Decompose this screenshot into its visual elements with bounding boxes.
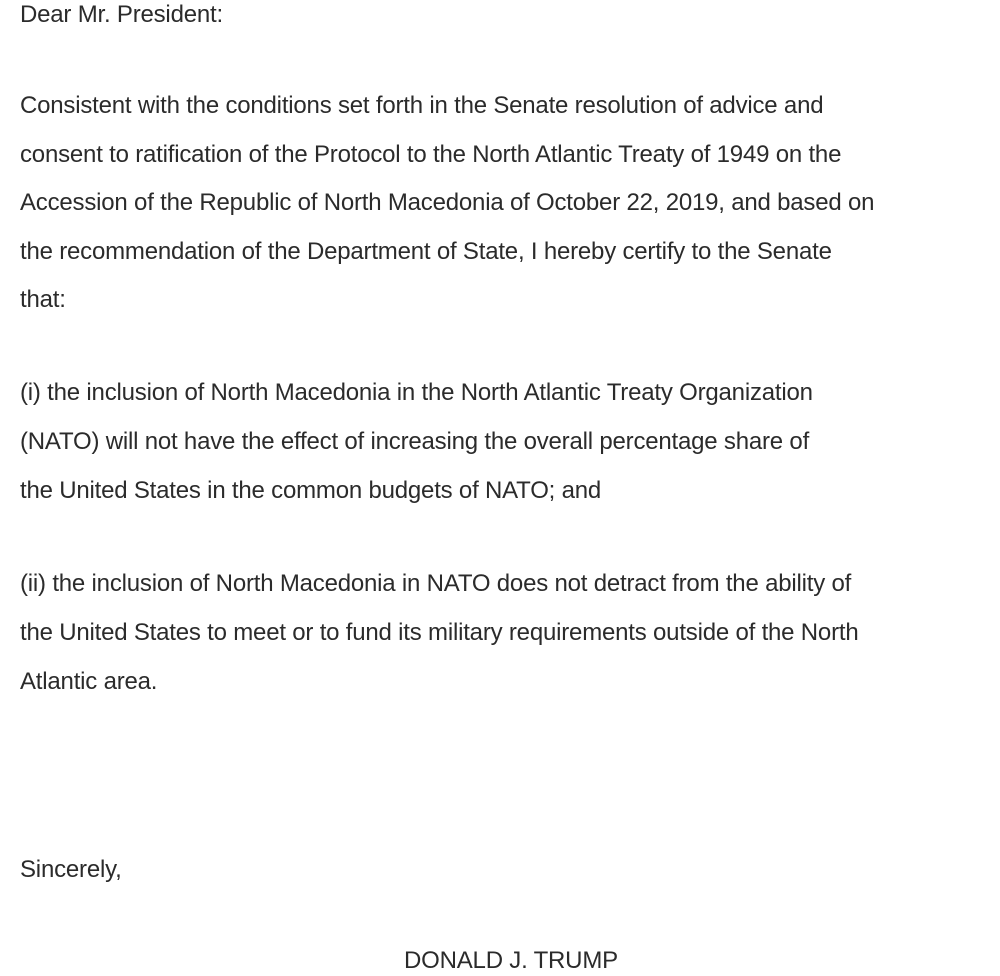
condition-line: (NATO) will not have the effect of increasing the overall percentage share of xyxy=(20,428,810,455)
signature: DONALD J. TRUMP xyxy=(404,947,618,974)
condition-line: the United States in the common budgets of NATO; and xyxy=(20,477,602,504)
paragraph-line: Consistent with the conditions set forth in the Senate resolution of advice and xyxy=(20,92,824,119)
condition-line: (ii) the inclusion of North Macedonia in NATO does not detract from the ability of xyxy=(20,570,852,597)
paragraph-line: consent to ratification of the Protocol to the North Atlantic Treaty of 1949 on the xyxy=(20,141,842,168)
salutation: Dear Mr. President: xyxy=(20,1,223,28)
paragraph-line: Accession of the Republic of North Macedonia of October 22, 2019, and based on xyxy=(20,189,875,216)
condition-line: the United States to meet or to fund its military requirements outside of the North xyxy=(20,619,859,646)
closing: Sincerely, xyxy=(20,856,122,883)
condition-line: (i) the inclusion of North Macedonia in the North Atlantic Treaty Organization xyxy=(20,379,813,406)
paragraph-line: that: xyxy=(20,286,66,313)
paragraph-line: the recommendation of the Department of State, I hereby certify to the Senate xyxy=(20,238,832,265)
condition-line: Atlantic area. xyxy=(20,668,158,695)
